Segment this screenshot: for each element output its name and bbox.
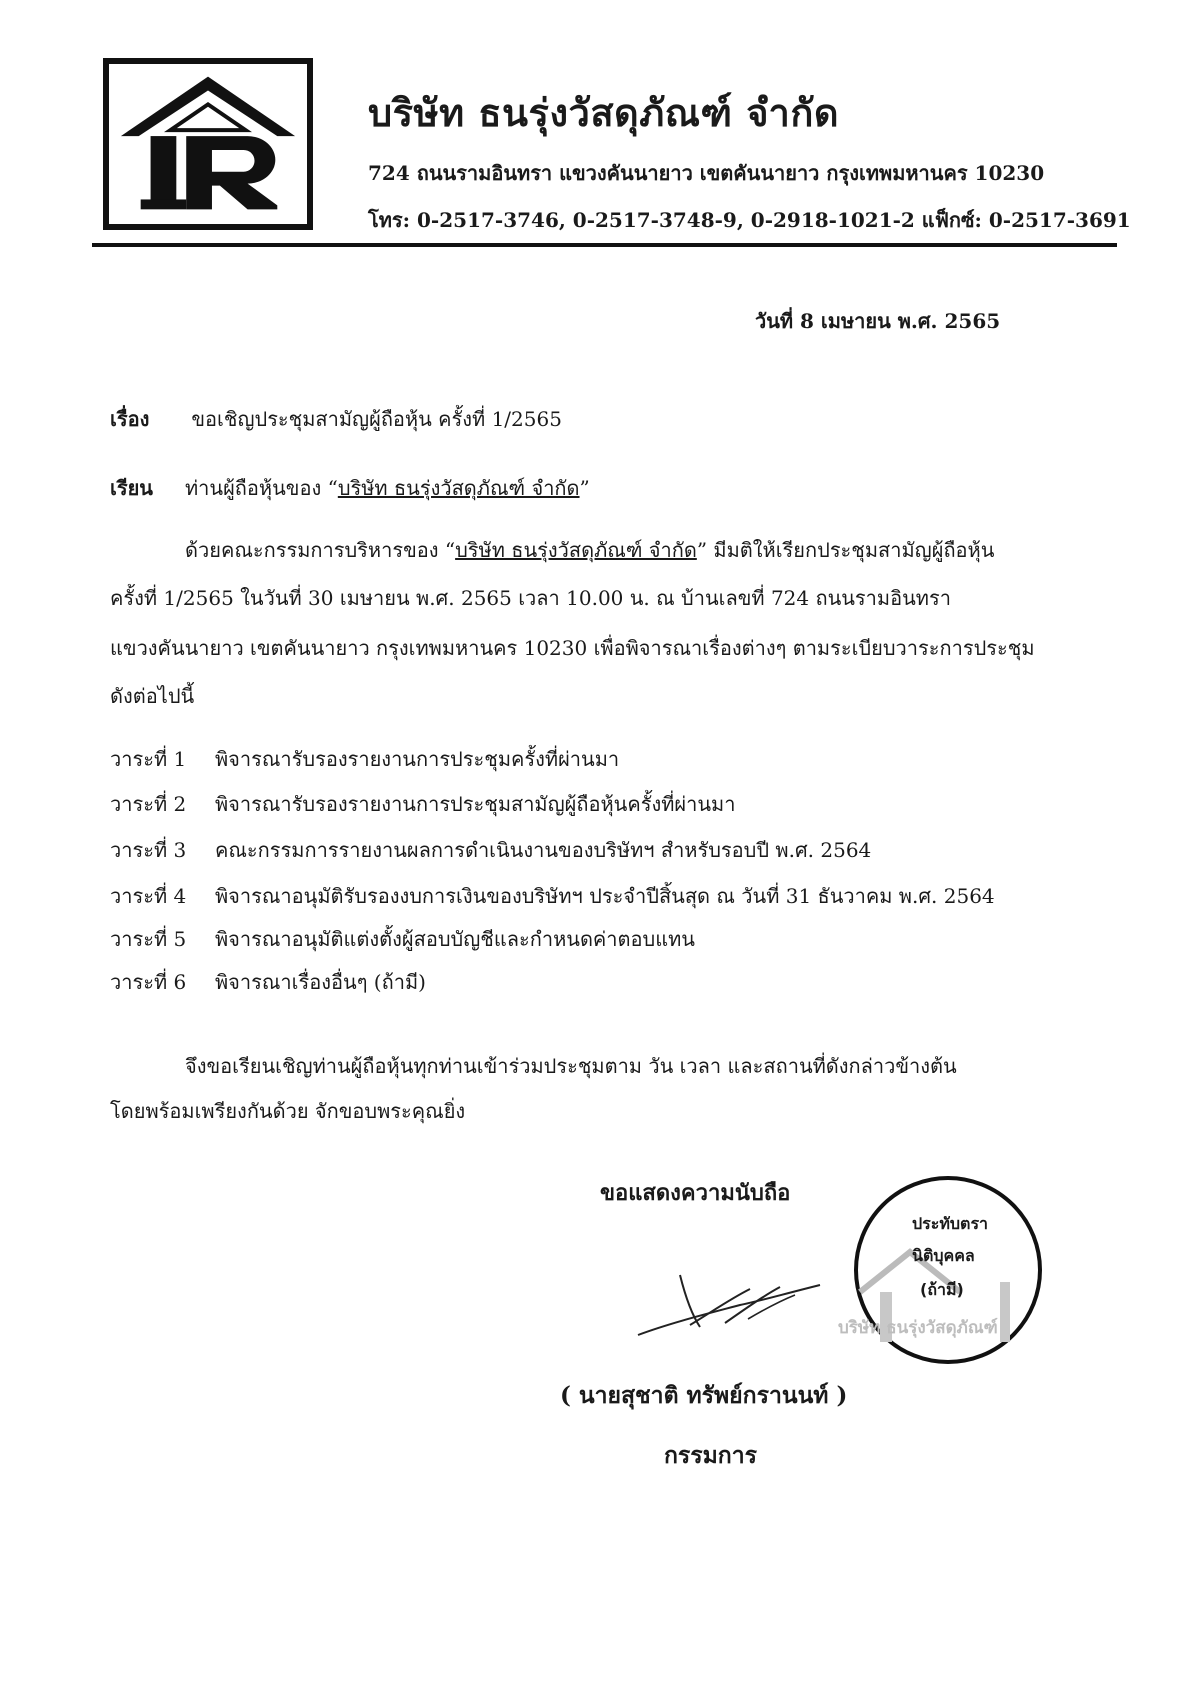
seal-line-3: (ถ้ามี)	[920, 1280, 964, 1299]
agenda-text: พิจารณารับรองรายงานการประชุมสามัญผู้ถือหุ้นครั้งที่ผ่านมา	[215, 792, 736, 816]
agenda-text: พิจารณาอนุมัติรับรองงบการเงินของบริษัทฯ ประจำปีสิ้นสุด ณ วันที่ 31 ธันวาคม พ.ศ. 2564	[215, 884, 995, 908]
agenda-text: พิจารณาอนุมัติแต่งตั้งผู้สอบบัญชีและกำหนดค่าตอบแทน	[215, 927, 695, 951]
recipient-company: บริษัท ธนรุ่งวัสดุภัณฑ์ จำกัด	[337, 476, 580, 500]
intro-suffix: ” มีมติให้เรียกประชุมสามัญผู้ถือหุ้น	[696, 538, 995, 562]
sign-off: ขอแสดงความนับถือ	[600, 1180, 791, 1206]
subject-line	[110, 403, 562, 435]
subject-text: ขอเชิญประชุมสามัญผู้ถือหุ้น ครั้งที่ 1/2565	[191, 407, 562, 431]
company-phone: โทร: 0-2517-3746, 0-2517-3748-9, 0-2918-1021-2 แฟ็กซ์: 0-2517-3691	[368, 208, 1131, 232]
seal-line-1: ประทับตรา	[912, 1214, 989, 1233]
intro-line-2: ครั้งที่ 1/2565 ในวันที่ 30 เมษายน พ.ศ. 2565 เวลา 10.00 น. ณ บ้านเลขที่ 724 ถนนรามอินทรา	[110, 586, 951, 610]
agenda-number: วาระที่ 6	[110, 970, 187, 994]
agenda-number: วาระที่ 5	[110, 927, 187, 951]
agenda-item-3	[110, 834, 871, 866]
intro-prefix: ด้วยคณะกรรมการบริหารของ “	[185, 538, 456, 562]
company-seal	[838, 1172, 1046, 1368]
recipient-prefix: ท่านผู้ถือหุ้นของ “	[185, 476, 338, 500]
intro-line-4: ดังต่อไปนี้	[110, 684, 195, 708]
agenda-text: พิจารณารับรองรายงานการประชุมครั้งที่ผ่านมา	[215, 747, 620, 771]
closing-line-1: จึงขอเรียนเชิญท่านผู้ถือหุ้นทุกท่านเข้าร่วมประชุมตาม วัน เวลา และสถานที่ดังกล่าวข้างต้น	[185, 1054, 957, 1078]
intro-company: บริษัท ธนรุ่งวัสดุภัณฑ์ จำกัด	[455, 538, 697, 562]
company-logo	[103, 58, 313, 230]
company-name: บริษัท ธนรุ่งวัสดุภัณฑ์ จำกัด	[368, 90, 840, 135]
house-r-logo-icon	[109, 64, 307, 224]
signer-title: กรรมการ	[664, 1442, 757, 1469]
recipient-label: เรียน	[110, 476, 153, 500]
signer-name: ( นายสุชาติ ทรัพย์กรานนท์ )	[560, 1382, 848, 1409]
recipient-line	[110, 472, 590, 504]
recipient-suffix: ”	[579, 476, 590, 500]
intro-line-1	[185, 534, 994, 566]
agenda-text: พิจารณาเรื่องอื่นๆ (ถ้ามี)	[215, 970, 426, 994]
agenda-number: วาระที่ 3	[110, 838, 187, 862]
handwritten-signature	[630, 1265, 830, 1345]
seal-stamp-text: บริษัท ธนรุ่งวัสดุภัณฑ์	[838, 1318, 998, 1338]
header-divider	[92, 243, 1117, 247]
agenda-item-5	[110, 923, 695, 955]
agenda-number: วาระที่ 2	[110, 792, 187, 816]
closing-line-2: โดยพร้อมเพรียงกันด้วย จักขอบพระคุณยิ่ง	[110, 1099, 466, 1123]
seal-line-2: นิติบุคคล	[912, 1246, 975, 1265]
agenda-item-2	[110, 788, 735, 820]
intro-line-3: แขวงคันนายาว เขตคันนายาว กรุงเทพมหานคร 10230 เพื่อพิจารณาเรื่องต่างๆ ตามระเบียบวาระการประชุม	[110, 636, 1035, 660]
agenda-number: วาระที่ 4	[110, 884, 187, 908]
agenda-text: คณะกรรมการรายงานผลการดำเนินงานของบริษัทฯ สำหรับรอบปี พ.ศ. 2564	[215, 838, 872, 862]
subject-label: เรื่อง	[110, 407, 150, 431]
agenda-item-6	[110, 966, 426, 998]
signature-scribble-icon	[630, 1265, 830, 1345]
company-address: 724 ถนนรามอินทรา แขวงคันนายาว เขตคันนายาว กรุงเทพมหานคร 10230	[368, 161, 1045, 185]
agenda-item-1	[110, 743, 619, 775]
agenda-item-4	[110, 880, 995, 912]
agenda-number: วาระที่ 1	[110, 747, 187, 771]
document-date: วันที่ 8 เมษายน พ.ศ. 2565	[755, 309, 1001, 333]
